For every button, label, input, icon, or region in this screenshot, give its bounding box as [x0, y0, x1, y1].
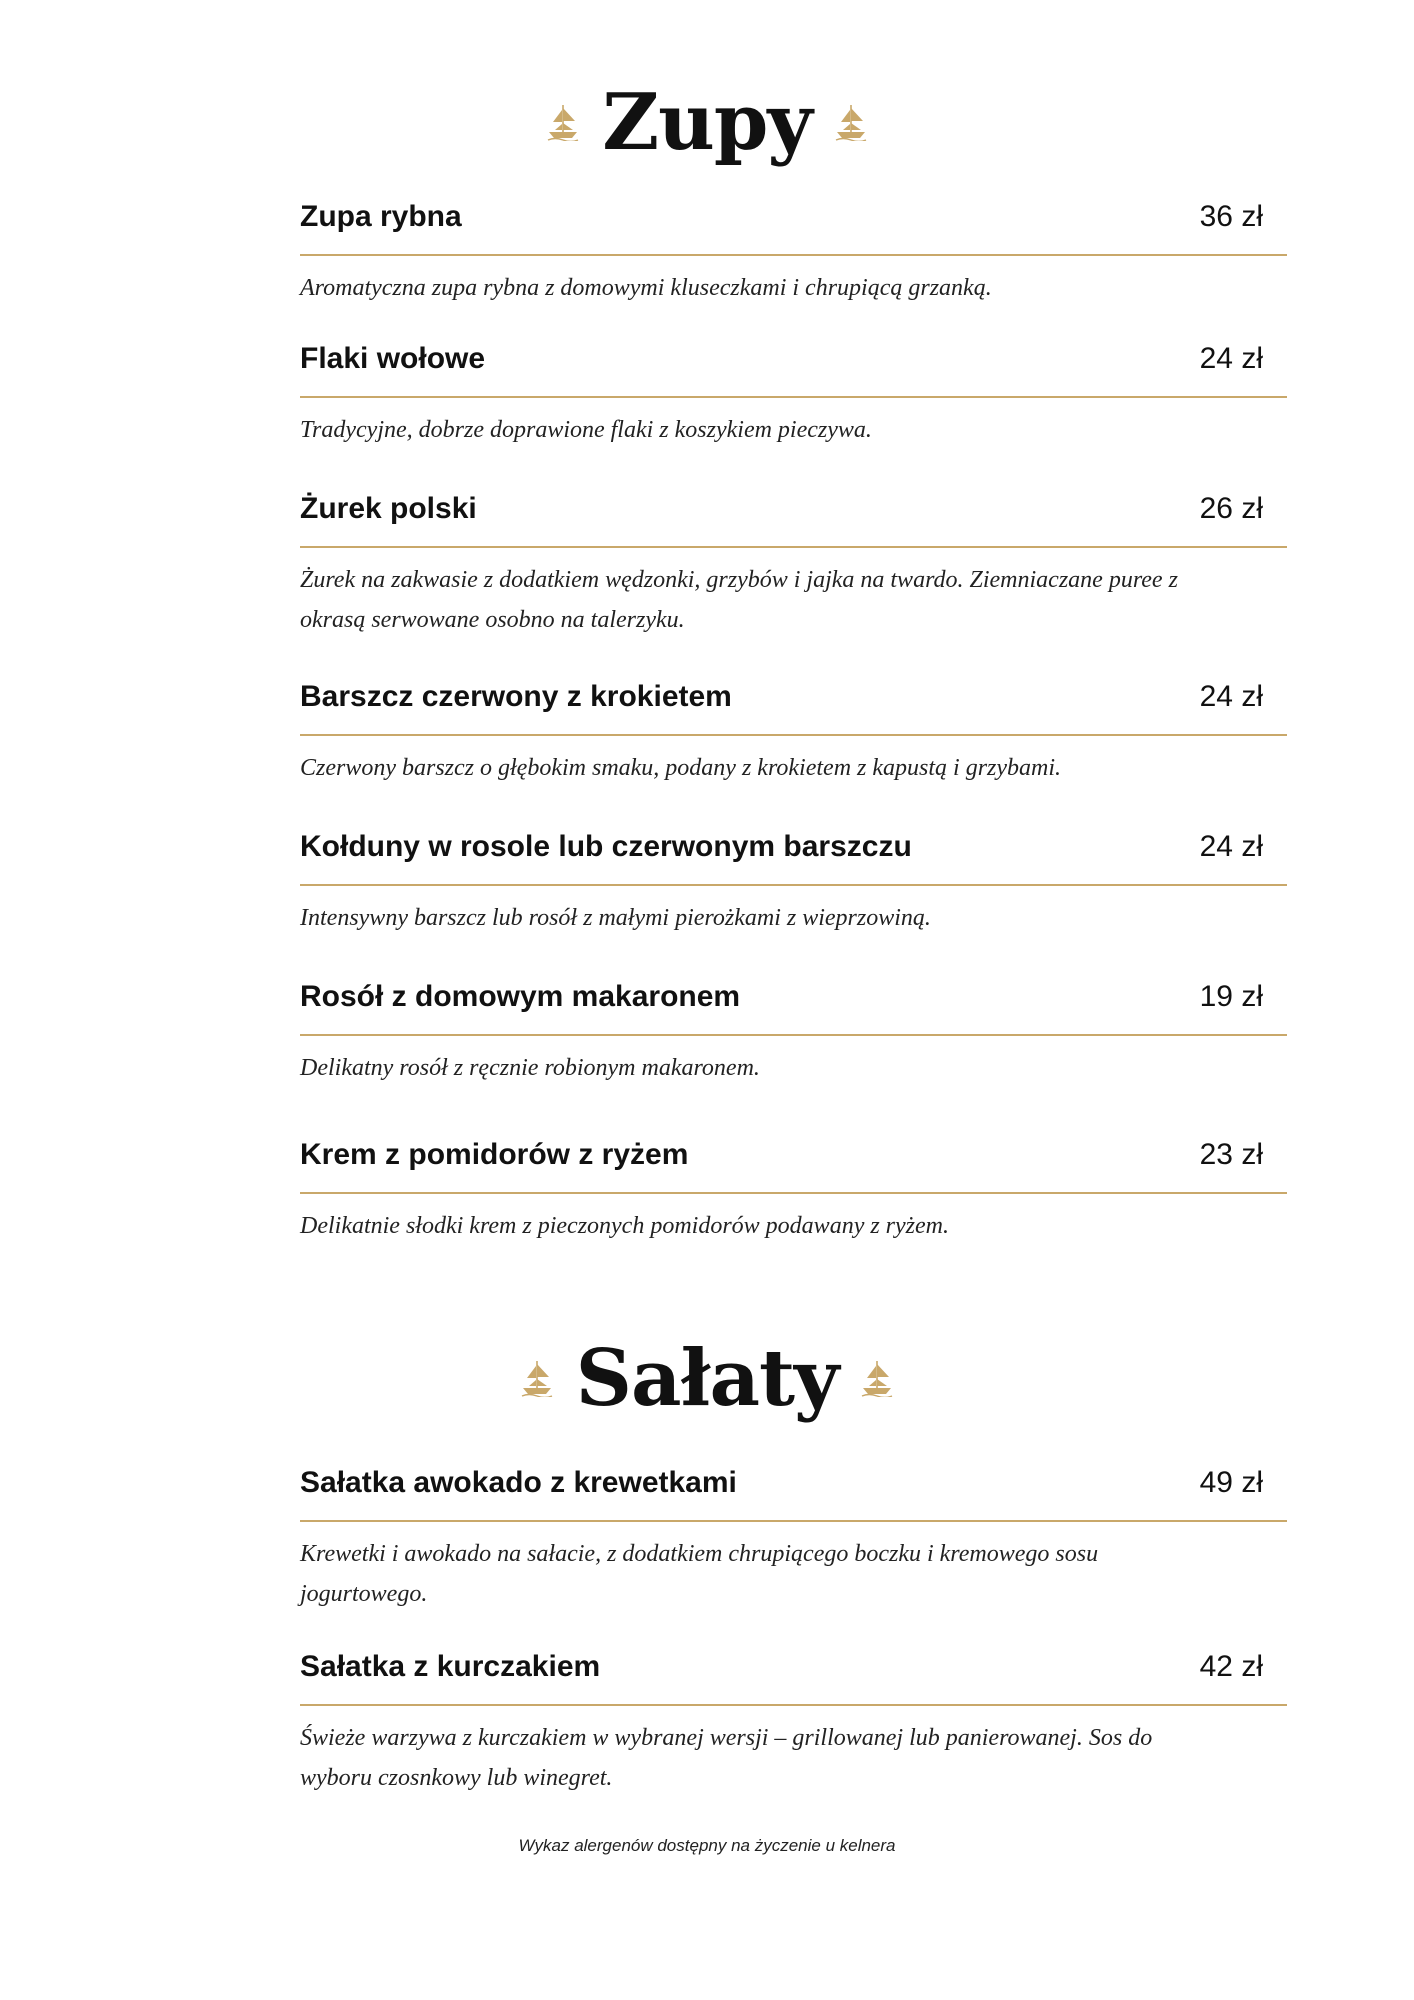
- menu-item-description: Czerwony barszcz o głębokim smaku, podany z krokietem z kapustą i grzybami.: [300, 755, 1062, 781]
- section-title-text: Zupy: [602, 76, 812, 168]
- menu-item: [300, 1112, 1287, 1246]
- section-title-salaty: [0, 1328, 1414, 1428]
- menu-item-header: [300, 1112, 1287, 1194]
- menu-item-price: 26 zł: [1199, 492, 1263, 525]
- menu-item: [300, 1624, 1287, 1798]
- menu-item-header: [300, 804, 1287, 886]
- menu-item-price: 49 zł: [1199, 1466, 1263, 1499]
- section-title-zupy: [0, 72, 1414, 172]
- menu-item-price: 36 zł: [1199, 200, 1263, 233]
- sailing-ship-icon: [834, 103, 868, 141]
- menu-item-name: Sałatka z kurczakiem: [300, 1650, 601, 1683]
- section-title-text: Sałaty: [575, 1332, 839, 1424]
- menu-item-description: Aromatyczna zupa rybna z domowymi kluseczkami i chrupiącą grzanką.: [300, 275, 992, 301]
- menu-item-price: 24 zł: [1199, 830, 1263, 863]
- menu-item-header: [300, 466, 1287, 548]
- allergen-note: Wykaz alergenów dostępny na życzenie u kelnera: [518, 1836, 896, 1855]
- menu-item-price: 23 zł: [1199, 1138, 1263, 1171]
- menu-item-description: Krewetki i awokado na sałacie, z dodatkiem chrupiącego boczku i kremowego sosu jogurtowego.: [300, 1541, 1099, 1607]
- sailing-ship-icon: [520, 1359, 554, 1397]
- menu-item-header: [300, 654, 1287, 736]
- menu-item-description: Delikatnie słodki krem z pieczonych pomidorów podawany z ryżem.: [300, 1213, 949, 1239]
- menu-item: [300, 316, 1287, 450]
- menu-item: [300, 174, 1287, 308]
- menu-item-name: Flaki wołowe: [300, 342, 486, 375]
- menu-item-name: Rosół z domowym makaronem: [300, 980, 741, 1013]
- menu-item-name: Barszcz czerwony z krokietem: [300, 680, 732, 713]
- menu-item-description: Żurek na zakwasie z dodatkiem wędzonki, grzybów i jajka na twardo. Ziemniaczane puree z okrasą serwowane osobno na talerzyku.: [300, 567, 1178, 633]
- menu-item-price: 19 zł: [1199, 980, 1263, 1013]
- menu-item: [300, 466, 1287, 640]
- menu-item: [300, 804, 1287, 938]
- sailing-ship-icon: [860, 1359, 894, 1397]
- menu-item-name: Krem z pomidorów z ryżem: [300, 1138, 689, 1171]
- menu-item-header: [300, 174, 1287, 256]
- menu-item-description: Tradycyjne, dobrze doprawione flaki z koszykiem pieczywa.: [300, 417, 872, 443]
- menu-item-name: Żurek polski: [300, 492, 477, 525]
- menu-item: [300, 1440, 1287, 1614]
- menu-item-description: Intensywny barszcz lub rosół z małymi pierożkami z wieprzowiną.: [300, 905, 931, 931]
- menu-item: [300, 654, 1287, 788]
- menu-item-header: [300, 1440, 1287, 1522]
- menu-item-header: [300, 1624, 1287, 1706]
- menu-item-price: 24 zł: [1199, 680, 1263, 713]
- menu-item: [300, 954, 1287, 1088]
- menu-item-price: 24 zł: [1199, 342, 1263, 375]
- menu-item-price: 42 zł: [1199, 1650, 1263, 1683]
- menu-item-name: Zupa rybna: [300, 200, 462, 233]
- menu-item-description: Delikatny rosół z ręcznie robionym makaronem.: [300, 1055, 760, 1081]
- menu-item-name: Kołduny w rosole lub czerwonym barszczu: [300, 830, 912, 863]
- menu-item-description: Świeże warzywa z kurczakiem w wybranej wersji – grillowanej lub panierowanej. Sos do wyboru czosnkowy lub winegret.: [300, 1725, 1153, 1791]
- sailing-ship-icon: [546, 103, 580, 141]
- menu-item-header: [300, 954, 1287, 1036]
- menu-item-header: [300, 316, 1287, 398]
- menu-item-name: Sałatka awokado z krewetkami: [300, 1466, 737, 1499]
